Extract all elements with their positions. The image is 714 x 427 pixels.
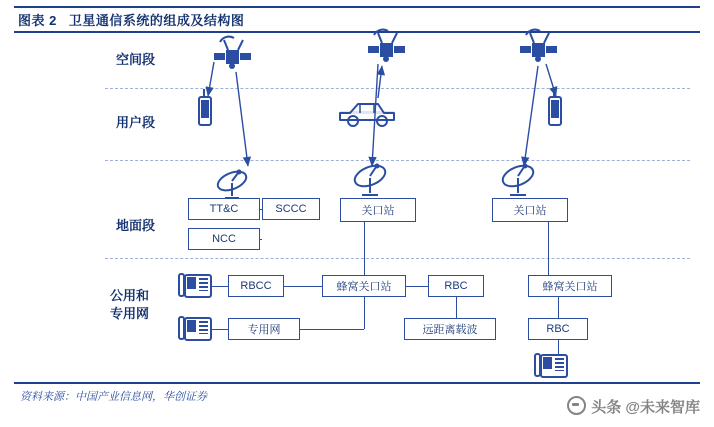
row-label-network-line1: 公用和 [110, 288, 150, 303]
node-sccc[interactable]: SCCC [262, 198, 320, 220]
satellite-dish-gateway-right-icon [500, 162, 536, 195]
satellite-left-icon [214, 37, 251, 69]
desk-telephone-right-icon [534, 352, 568, 378]
node-rbcc[interactable]: RBCC [228, 275, 284, 297]
link-cell-gateway-right-rbc [558, 297, 559, 318]
node-cell-gateway-right[interactable]: 蜂窝关口站 [528, 275, 612, 297]
node-gateway-right[interactable]: 关口站 [492, 198, 568, 222]
link-gateway-right-down [548, 222, 549, 275]
node-rbc-mid[interactable]: RBC [428, 275, 484, 297]
source-note: 资料来源：中国产业信息网，华创证券 [20, 391, 207, 403]
figure-number: 图表 2 [18, 13, 57, 28]
node-cell-gateway-mid[interactable]: 蜂窝关口站 [322, 275, 406, 297]
link-satellite-left-to-handset [208, 62, 214, 96]
link-ncc-stub [260, 239, 262, 240]
node-long-haul[interactable]: 远距离载波 [404, 318, 496, 340]
link-ttc-sccc [260, 209, 262, 210]
link-satellite-left-to-ttc-dish [236, 72, 248, 166]
satellite-mid-icon [368, 30, 405, 62]
link-gateway-left-down [364, 222, 365, 275]
car-icon [340, 104, 394, 126]
link-private-net-riser [364, 297, 365, 329]
satellite-right-icon [520, 30, 557, 62]
satellite-dish-gateway-left-icon [352, 162, 388, 195]
node-rbc-right[interactable]: RBC [528, 318, 588, 340]
row-label-space: 空间段 [116, 52, 156, 67]
link-rbc-right-phone [558, 340, 559, 354]
link-rbcc-cell-gateway-mid [284, 286, 322, 287]
row-label-ground: 地面段 [116, 218, 156, 233]
link-phone-private-net [212, 329, 229, 330]
figure-title-text: 卫星通信系统的组成及结构图 [68, 13, 245, 28]
node-gateway-left[interactable]: 关口站 [340, 198, 416, 222]
link-private-net-run [300, 329, 364, 330]
link-satellite-mid-to-gateway-left [372, 64, 378, 166]
link-cell-gateway-rbc-mid [406, 286, 428, 287]
node-ttc[interactable]: TT&C [188, 198, 260, 220]
watermark-text: 头条 @未来智库 [591, 399, 700, 416]
link-satellite-right-to-gateway-right [524, 66, 538, 166]
link-car-to-satellite-mid [378, 66, 382, 98]
link-rbc-mid-long-haul [456, 297, 457, 318]
node-ncc[interactable]: NCC [188, 228, 260, 250]
link-phone-rbcc [212, 286, 229, 287]
row-label-user: 用户段 [116, 115, 156, 130]
desk-telephone-bottom-icon [178, 315, 212, 341]
desk-telephone-top-icon [178, 272, 212, 298]
node-private-net[interactable]: 专用网 [228, 318, 300, 340]
row-label-network-line2: 专用网 [110, 306, 150, 321]
satellite-dish-ttc-icon [215, 168, 249, 198]
